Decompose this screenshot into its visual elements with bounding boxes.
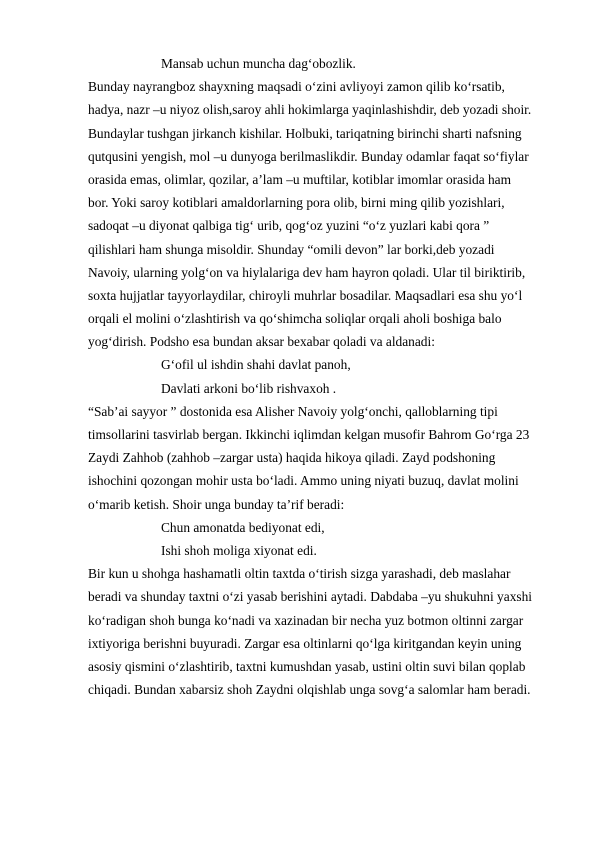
text-line: qutqusini yengish, mol –u dunyoga berilmaslikdir. Bunday odamlar faqat so‘fiylar	[88, 148, 529, 164]
text-line: ko‘radigan shoh bunga ko‘nadi va xazinadan bir necha yuz botmon oltinni zargar	[88, 612, 524, 628]
text-line: bor. Yoki saroy kotiblari amaldorlarning pora olib, birni ming qilib yozishlari,	[88, 195, 505, 211]
text-line: chiqadi. Bundan xabarsiz shoh Zaydni olqishlab unga sovg‘a salomlar ham beradi.	[88, 682, 531, 698]
text-line: ishochini qozongan mohir usta bo‘ladi. Ammo uning niyati buzuq, davlat molini	[88, 473, 519, 489]
text-line: orqali el molini o‘zlashtirish va qo‘shimcha soliqlar orqali aholi boshiga balo	[88, 311, 502, 327]
text-line: Zaydi Zahhob (zahhob –zargar usta) haqida hikoya qiladi. Zayd podshoning	[88, 450, 496, 466]
text-line: Bir kun u shohga hashamatli oltin taxtda o‘tirish sizga yarashadi, deb maslahar	[88, 566, 511, 582]
text-line: Navoiy, ularning yolg‘on va hiylalariga dev ham hayron qoladi. Ular til biriktirib,	[88, 264, 526, 280]
verse-line: G‘ofil ul ishdin shahi davlat panoh,	[161, 357, 351, 373]
text-line: o‘marib ketish. Shoir unga bunday ta’rif beradi:	[88, 496, 345, 512]
text-line: hadya, nazr –u niyoz olish,saroy ahli hokimlarga yaqinlashishdir, deb yozadi shoir.	[88, 102, 532, 118]
verse-line: Mansab uchun muncha dag‘obozlik.	[161, 56, 356, 71]
text-line: ixtiyoriga berishni buyuradi. Zargar esa oltinlarni qo‘lga kiritgandan keyin uning	[88, 635, 522, 651]
document-body	[88, 52, 552, 701]
verse-line: Chun amonatda bediyonat edi,	[161, 519, 325, 535]
text-line: “Sab’ai sayyor ” dostonida esa Alisher Navoiy yolg‘onchi, qalloblarning tipi	[88, 403, 498, 419]
text-line: orasida emas, olimlar, qozilar, a’lam –u muftilar, kotiblar imomlar orasida ham	[88, 171, 512, 187]
text-line: timsollarini tasvirlab bergan. Ikkinchi iqlimdan kelgan musofir Bahrom Go‘rga 23	[88, 427, 530, 442]
verse-line: Ishi shoh moliga xiyonat edi.	[161, 542, 317, 558]
text-line: sadoqat –u diyonat qalbiga tig‘ urib, qog‘oz yuzini “o‘z yuzlari kabi qora ”	[88, 218, 490, 234]
text-line: qilishlari ham shunga misoldir. Shunday “omili devon” lar borki,deb yozadi	[88, 241, 495, 257]
text-line: Bundaylar tushgan jirkanch kishilar. Holbuki, tariqatning birinchi sharti nafsning	[88, 125, 522, 141]
verse-line: Davlati arkoni bo‘lib rishvaxoh .	[161, 380, 337, 396]
text-line: asosiy qismini o‘zlashtirib, taxtni kumushdan yasab, ustini oltin suvi bilan qoplab	[88, 658, 526, 674]
text-line: soxta hujjatlar tayyorlaydilar, chiroyli muhrlar bosadilar. Maqsadlari esa shu yo‘l	[88, 287, 523, 303]
text-line: beradi va shunday taxtni o‘zi yasab berishini aytadi. Dabdaba –yu shukuhni yaxshi	[88, 589, 533, 605]
text-line: Bunday nayrangboz shayxning maqsadi o‘zini avliyoyi zamon qilib ko‘rsatib,	[88, 79, 505, 95]
text-line: yog‘dirish. Podsho esa bundan aksar bexabar qoladi va aldanadi:	[88, 334, 435, 350]
